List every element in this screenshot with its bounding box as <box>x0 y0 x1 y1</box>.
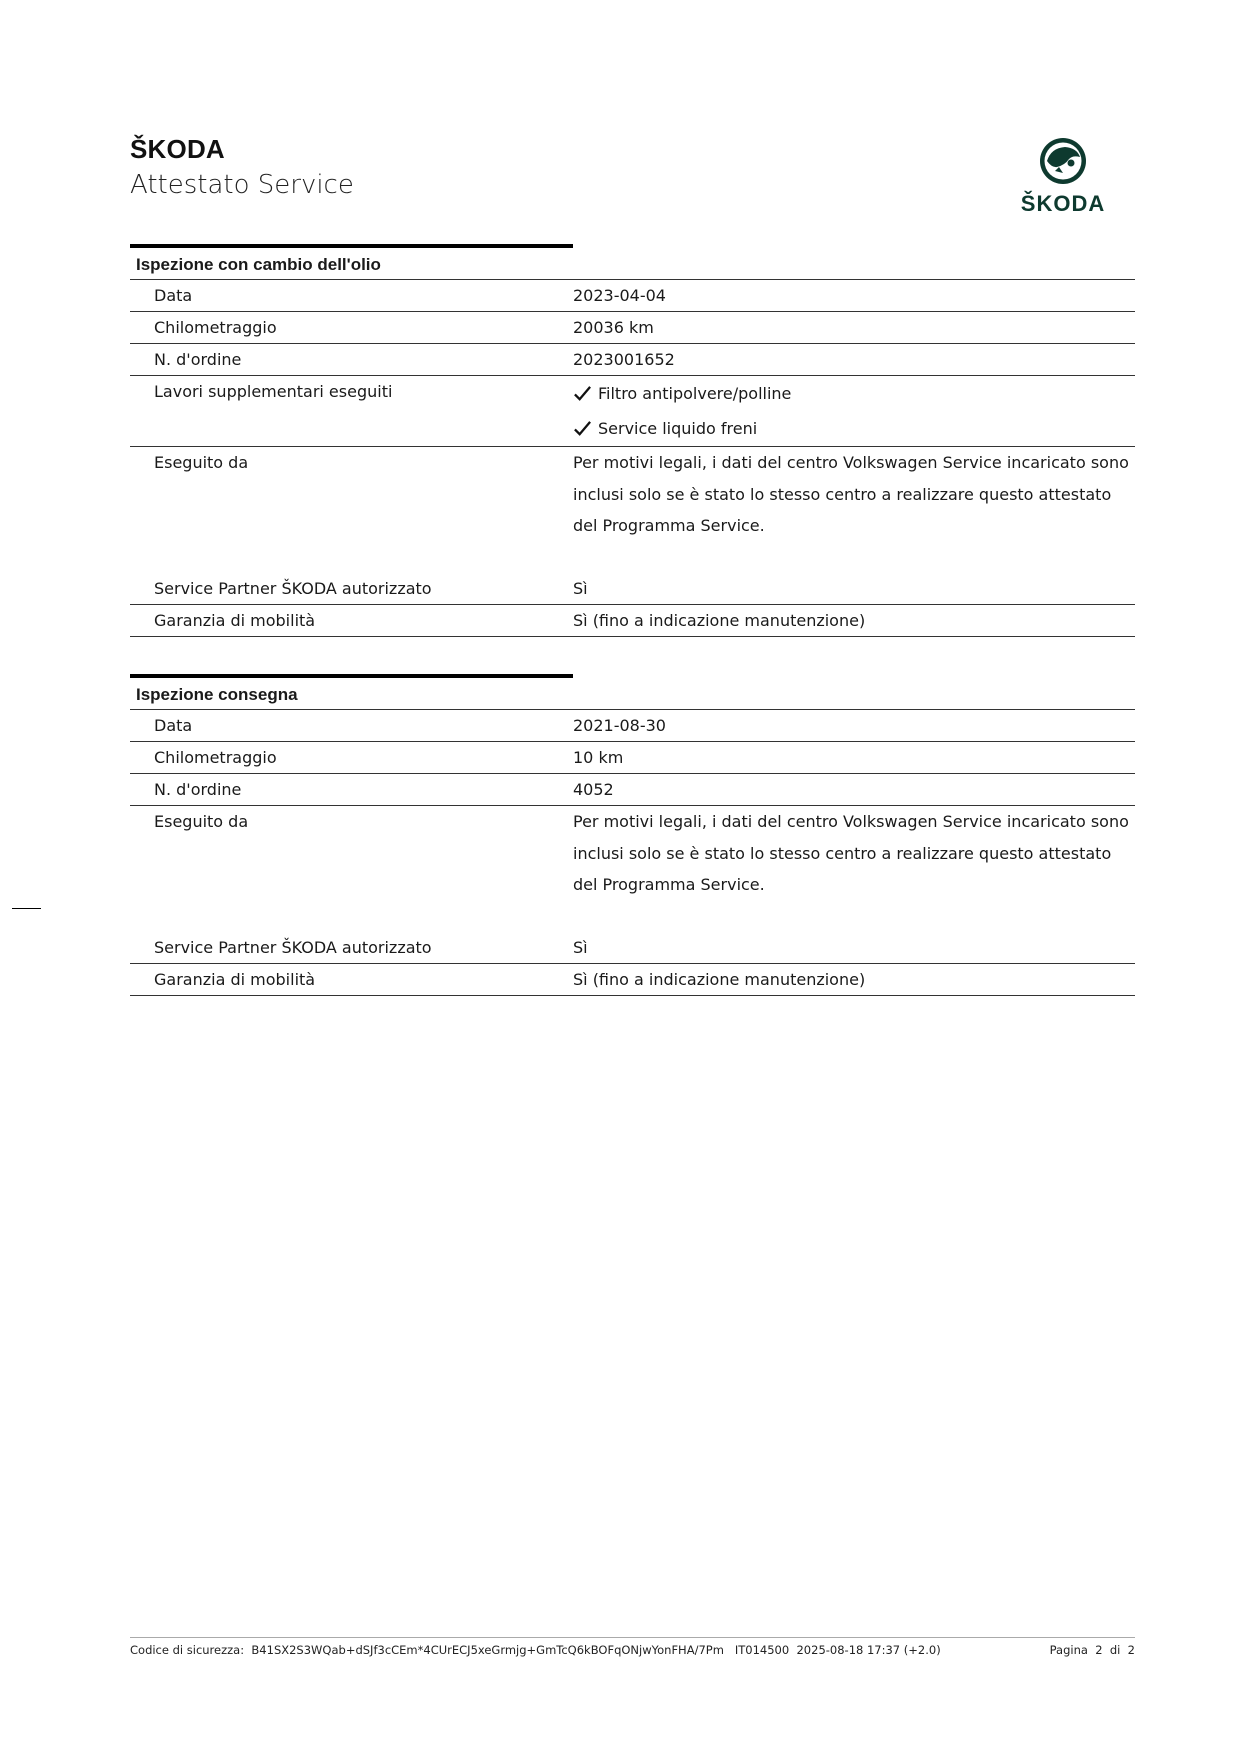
row-authorized-partner <box>130 932 1135 964</box>
row-label: Chilometraggio <box>154 318 277 337</box>
row-mileage <box>130 312 1135 344</box>
row-value: Per motivi legali, i dati del centro Volkswagen Service incaricato sono inclusi solo se è stato lo stesso centro a realizzare questo attestato del Programma Service. <box>573 812 1129 894</box>
row-date <box>130 280 1135 312</box>
logo-wordmark: ŠKODA <box>1020 191 1106 216</box>
page-footer <box>130 1637 1135 1657</box>
extra-work-item <box>573 411 1135 446</box>
skoda-logo <box>1005 135 1121 215</box>
row-mileage <box>130 742 1135 774</box>
section-oil-inspection <box>130 244 1135 637</box>
row-value: 2021-08-30 <box>573 716 666 735</box>
extra-work-label: Filtro antipolvere/polline <box>598 384 792 403</box>
row-label: N. d'ordine <box>154 780 242 799</box>
brand-name: ŠKODA <box>130 134 225 164</box>
row-value <box>573 376 1135 446</box>
row-value: Per motivi legali, i dati del centro Volkswagen Service incaricato sono inclusi solo se è stato lo stesso centro a realizzare questo attestato del Programma Service. <box>573 453 1129 535</box>
row-label: Garanzia di mobilità <box>154 610 316 630</box>
row-label: Chilometraggio <box>154 748 277 767</box>
checkmark-icon <box>573 384 592 403</box>
row-performed-by <box>130 447 1135 573</box>
row-label: Lavori supplementari eseguiti <box>154 382 393 401</box>
row-value: 4052 <box>573 780 614 799</box>
row-label: Garanzia di mobilità <box>154 969 316 989</box>
row-value: Sì <box>573 578 588 598</box>
extra-work-label: Service liquido freni <box>598 419 758 438</box>
section-delivery-inspection <box>130 674 1135 996</box>
row-label: Service Partner ŠKODA autorizzato <box>154 578 432 598</box>
section-title: Ispezione con cambio dell'olio <box>130 248 1135 280</box>
skoda-arrow-icon <box>1005 135 1121 191</box>
row-date <box>130 710 1135 742</box>
row-value: 10 km <box>573 748 624 767</box>
extra-work-item <box>573 376 1135 411</box>
fold-mark <box>12 908 41 909</box>
row-value: 2023001652 <box>573 350 675 369</box>
section-title: Ispezione consegna <box>130 678 1135 710</box>
row-value: 20036 km <box>573 318 654 337</box>
page-number: Pagina 2 di 2 <box>1049 1643 1135 1657</box>
row-label: N. d'ordine <box>154 350 242 369</box>
row-mobility-guarantee <box>130 605 1135 637</box>
row-label: Eseguito da <box>154 453 249 472</box>
row-value: Sì (fino a indicazione manutenzione) <box>573 969 866 989</box>
row-value: 2023-04-04 <box>573 286 666 305</box>
row-performed-by <box>130 806 1135 932</box>
checkmark-icon <box>573 419 592 438</box>
row-value: Sì (fino a indicazione manutenzione) <box>573 610 866 630</box>
page-title: Attestato Service <box>130 170 354 200</box>
row-label: Service Partner ŠKODA autorizzato <box>154 937 432 957</box>
row-order-number <box>130 344 1135 376</box>
security-code: Codice di sicurezza: B41SX2S3WQab+dSJf3cCEm*4CUrECJ5xeGrmjg+GmTcQ6kBOFqONjwYonFHA/7Pm IT014500 2025-08-18 17:37 (+2.0) <box>130 1643 941 1657</box>
row-label: Data <box>154 286 193 305</box>
row-label: Data <box>154 716 193 735</box>
row-label: Eseguito da <box>154 812 249 831</box>
row-authorized-partner <box>130 573 1135 605</box>
row-order-number <box>130 774 1135 806</box>
row-extra-work <box>130 376 1135 447</box>
row-value: Sì <box>573 937 588 957</box>
row-mobility-guarantee <box>130 964 1135 996</box>
